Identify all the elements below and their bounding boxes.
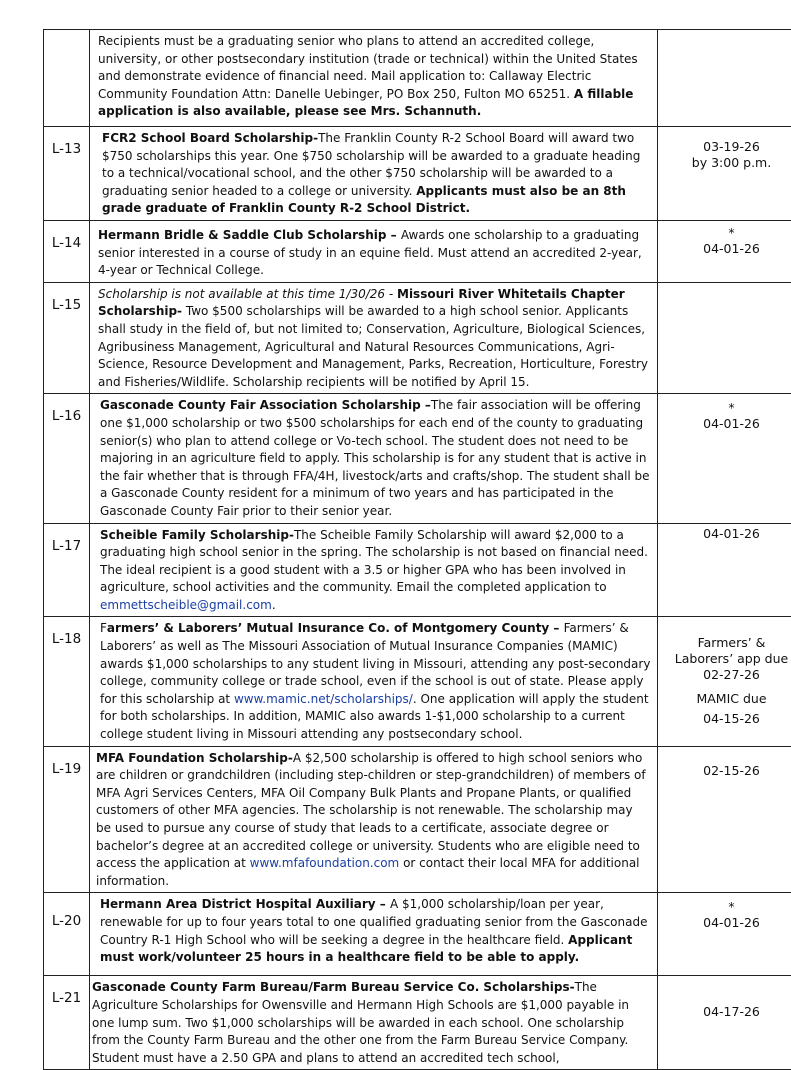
email-link[interactable]: emmettscheible@gmail.com: [100, 598, 272, 612]
desc-text: -: [385, 287, 397, 301]
table-row: [44, 976, 791, 1070]
deadline-asterisk: *: [658, 400, 791, 416]
row-id: L-20: [44, 893, 90, 976]
desc-text: Missouri River Whitetails Chapter Scholarship-: [98, 287, 625, 319]
table-row: [44, 893, 791, 976]
deadline-line: 04-01-26: [658, 915, 791, 931]
deadline-line: Farmers’ &: [658, 635, 791, 651]
desc-text: Gasconade County Fair Association Scholarship –: [100, 398, 431, 412]
desc-text: Hermann Bridle & Saddle Club Scholarship –: [98, 228, 401, 242]
deadline-spacer: [658, 683, 791, 691]
row-deadline: [658, 30, 791, 127]
desc-text: FCR2 School Board Scholarship-: [102, 131, 318, 145]
desc-text: Applicants must also be an 8th grade graduate of Franklin County R-2 School District.: [102, 184, 626, 216]
row-id: L-14: [44, 221, 90, 283]
scholarship-table: [43, 29, 791, 1070]
table-row: [44, 523, 791, 617]
desc-text: . One application will apply the student for both scholarships. In addition, MAMIC also awards 1-$1,000 scholarship to a current college student living in Missouri attending any postsecondary school.: [100, 692, 649, 741]
row-id: L-15: [44, 282, 90, 394]
deadline-line: 02-27-26: [658, 667, 791, 683]
desc-text: Two $500 scholarships will be awarded to a high school senior. Applicants shall study in the field of, but not limited to; Conservation, Agriculture, Biological Sciences, Agribusiness Management, Agricultural and Natural Resources Communications, Agri-Science, Resource Development and Management, Parks, Recreation, Horticulture, Forestry and Fisheries/Wildlife. Scholarship recipients will be notified by April 15.: [98, 304, 648, 388]
desc-text: Gasconade County Farm Bureau/Farm Bureau Service Co. Scholarships-: [92, 980, 575, 994]
row-id: L-13: [44, 127, 90, 221]
row-deadline: [658, 976, 791, 1070]
table-row: [44, 746, 791, 893]
row-id: L-16: [44, 394, 90, 523]
desc-text: Scholarship is not available at this time 1/30/26: [98, 287, 385, 301]
row-description: [90, 893, 658, 976]
row-description: [90, 976, 658, 1070]
desc-text: The Franklin County R-2 School Board will award two $750 scholarships this year. One $750 scholarship will be awarded to a graduate heading to a technical/vocational school, and the other $750 scholarship will be awarded to a graduating senior headed to a college or university.: [102, 131, 640, 198]
desc-text: Scheible Family Scholarship-: [100, 528, 294, 542]
desc-text: Awards one scholarship to a graduating senior interested in a course of study in an equine field. Must attend an accredited 2-year, 4-year or Technical College.: [98, 228, 642, 277]
desc-text: .: [272, 598, 276, 612]
deadline-asterisk: *: [658, 899, 791, 915]
desc-text: The Scheible Family Scholarship will award $2,000 to a graduating high school senior in the spring. The scholarship is not based on financial need. The ideal recipient is a good student with a 3.5 or higher GPA who has been involved in agriculture, school activities and the community. Email the completed application to: [100, 528, 648, 595]
deadline-line: Laborers’ app due: [658, 651, 791, 667]
row-description: [90, 221, 658, 283]
row-deadline: [658, 746, 791, 893]
row-deadline: [658, 394, 791, 523]
row-description: [90, 282, 658, 394]
table-row: [44, 30, 791, 127]
mamic-link[interactable]: www.mamic.net/scholarships/: [234, 692, 413, 706]
row-id: L-21: [44, 976, 90, 1070]
table-row: [44, 127, 791, 221]
desc-text: Hermann Area District Hospital Auxiliary –: [100, 897, 390, 911]
row-deadline: [658, 893, 791, 976]
table-row: [44, 394, 791, 523]
row-description: [90, 394, 658, 523]
deadline-line: 04-15-26: [658, 711, 791, 727]
desc-text: The Agriculture Scholarships for Owensville and Hermann High Schools are $1,000 payable in one lump sum. Two $1,000 scholarships will be awarded in each school. One scholarship from the County Farm Bureau and the other one from the Farm Bureau Service Company. Student must have a 2.50 GPA and plans to attend an accredited tech school,: [92, 980, 629, 1064]
row-deadline: [658, 127, 791, 221]
desc-text: Applicant must work/volunteer 25 hours in a healthcare field to be able to apply.: [100, 933, 632, 965]
row-description: [90, 30, 658, 127]
desc-text: A $1,000 scholarship/loan per year, renewable for up to four years total to one qualified graduating senior from the Gasconade Country R-1 High School who will be seeking a degree in the healthcare field.: [100, 897, 647, 946]
deadline-line: 03-19-26: [658, 139, 791, 155]
deadline-line: 02-15-26: [658, 763, 791, 779]
desc-text: A $2,500 scholarship is offered to high school seniors who are children or grandchildren (including step-children or step-grandchildren) of members of MFA Agri Services Centers, MFA Oil Company Bulk Plants and Propane Plants, or qualified customers of other MFA agencies. The scholarship is not renewable. The scholarship may be used to pursue any course of study that leads to a certificate, associate degree or bachelor’s degree at an accredited college or university. Students who are eligible need to access the application at: [96, 751, 646, 871]
row-description: [90, 746, 658, 893]
row-deadline: [658, 282, 791, 394]
deadline-asterisk: *: [658, 225, 791, 241]
deadline-line: 04-01-26: [658, 241, 791, 257]
row-description: [90, 523, 658, 617]
desc-text: MFA Foundation Scholarship-: [96, 751, 293, 765]
table-row: [44, 282, 791, 394]
deadline-line: 04-17-26: [658, 1004, 791, 1020]
desc-text: Recipients must be a graduating senior who plans to attend an accredited college, university, or other postsecondary institution (trade or technical) within the United States and demonstrate evidence of financial need. Mail application to: Callaway Electric Community Foundation Attn: Danelle Uebinger, PO Box 250, Fulton MO 65251.: [98, 34, 638, 101]
row-deadline: [658, 617, 791, 746]
row-description: [90, 127, 658, 221]
deadline-line: by 3:00 p.m.: [658, 155, 791, 171]
deadline-line: 04-01-26: [658, 526, 791, 542]
desc-text: A fillable application is also available, please see Mrs. Schannuth.: [98, 87, 633, 119]
deadline-line: 04-01-26: [658, 416, 791, 432]
desc-text: or contact their local MFA for additional information.: [96, 856, 640, 888]
row-id: [44, 30, 90, 127]
desc-text: F: [100, 621, 107, 635]
desc-text: armers’ & Laborers’ Mutual Insurance Co. of Montgomery County –: [107, 621, 564, 635]
deadline-line: MAMIC due: [658, 691, 791, 707]
row-id: L-17: [44, 523, 90, 617]
row-deadline: [658, 523, 791, 617]
row-description: [90, 617, 658, 746]
desc-text: The fair association will be offering one $1,000 scholarship or two $500 scholarships for each end of the county to graduating senior(s) who plan to attend college or Vo-tech school. The student does not need to be majoring in an agriculture field to apply. This scholarship is for any student that is active in the fair whether that is through FFA/4H, livestock/arts and crafts/shop. The student shall be a Gasconade County resident for a minimum of two years and has participated in the Gasconade County Fair prior to their senior year.: [100, 398, 650, 518]
row-deadline: [658, 221, 791, 283]
row-id: L-19: [44, 746, 90, 893]
row-id: L-18: [44, 617, 90, 746]
table-row: [44, 221, 791, 283]
table-row: [44, 617, 791, 746]
mfa-link[interactable]: www.mfafoundation.com: [250, 856, 400, 870]
desc-text: Farmers’ & Laborers’ as well as The Missouri Association of Mutual Insurance Companies (MAMIC) awards $1,000 scholarships to any student living in Missouri, attending any post-secondary college, community college or trade school, even if the school is out of state. Please apply for this scholarship at: [100, 621, 650, 705]
